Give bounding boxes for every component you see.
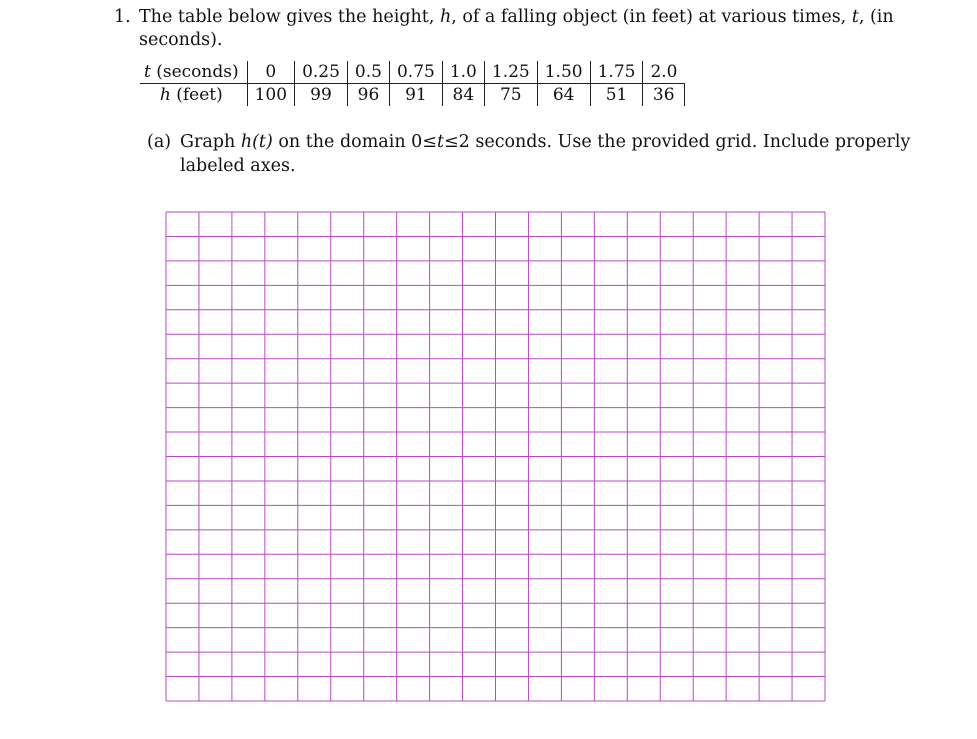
part-a-text-1: Graph <box>180 132 241 152</box>
table-cell-t: 0.75 <box>389 61 442 84</box>
table-cell-h: 96 <box>347 84 389 107</box>
table-cell-h: 36 <box>643 84 685 107</box>
problem-text-part-3: , (in seconds). <box>139 7 894 50</box>
data-table-wrapper <box>140 61 685 106</box>
table-row-height <box>140 84 685 107</box>
table-cell-h: 64 <box>537 84 590 107</box>
row-header-height-unit: (feet) <box>170 85 223 105</box>
table-cell-t: 0.25 <box>295 61 348 84</box>
data-table <box>140 61 685 106</box>
part-a-text <box>180 130 925 178</box>
problem-text-part-2: , of a falling object (in feet) at various times, <box>451 7 852 27</box>
graph-grid[interactable] <box>165 211 827 703</box>
variable-h: h <box>439 7 452 27</box>
table-cell-h: 91 <box>389 84 442 107</box>
row-header-height <box>140 84 247 107</box>
table-cell-t: 1.25 <box>484 61 537 84</box>
part-a-text-3: ≤2 seconds. Use the provided grid. Include properly labeled axes. <box>180 132 911 176</box>
table-cell-h: 75 <box>484 84 537 107</box>
table-cell-t: 2.0 <box>643 61 685 84</box>
row-header-time-var: t <box>144 62 151 82</box>
table-cell-h: 99 <box>295 84 348 107</box>
problem-number: 1. <box>114 7 131 27</box>
problem-text <box>139 6 899 52</box>
part-a-label: (a) <box>147 132 172 152</box>
table-cell-h: 84 <box>442 84 484 107</box>
row-header-time-unit: (seconds) <box>150 62 239 82</box>
table-cell-t: 1.75 <box>590 61 643 84</box>
problem-text-part-1: The table below gives the height, <box>139 7 440 27</box>
part-a-text-2: on the domain 0≤ <box>272 132 437 152</box>
table-cell-t: 0 <box>247 61 294 84</box>
table-cell-h: 51 <box>590 84 643 107</box>
row-header-height-var: h <box>159 85 171 105</box>
row-header-time <box>140 61 247 84</box>
table-cell-t: 1.0 <box>442 61 484 84</box>
variable-t: t <box>851 7 859 27</box>
table-cell-t: 1.50 <box>537 61 590 84</box>
function-h-of-t: h(t) <box>240 132 273 152</box>
variable-t: t <box>436 132 444 152</box>
table-cell-h: 100 <box>247 84 294 107</box>
table-cell-t: 0.5 <box>347 61 389 84</box>
table-row-time <box>140 61 685 84</box>
